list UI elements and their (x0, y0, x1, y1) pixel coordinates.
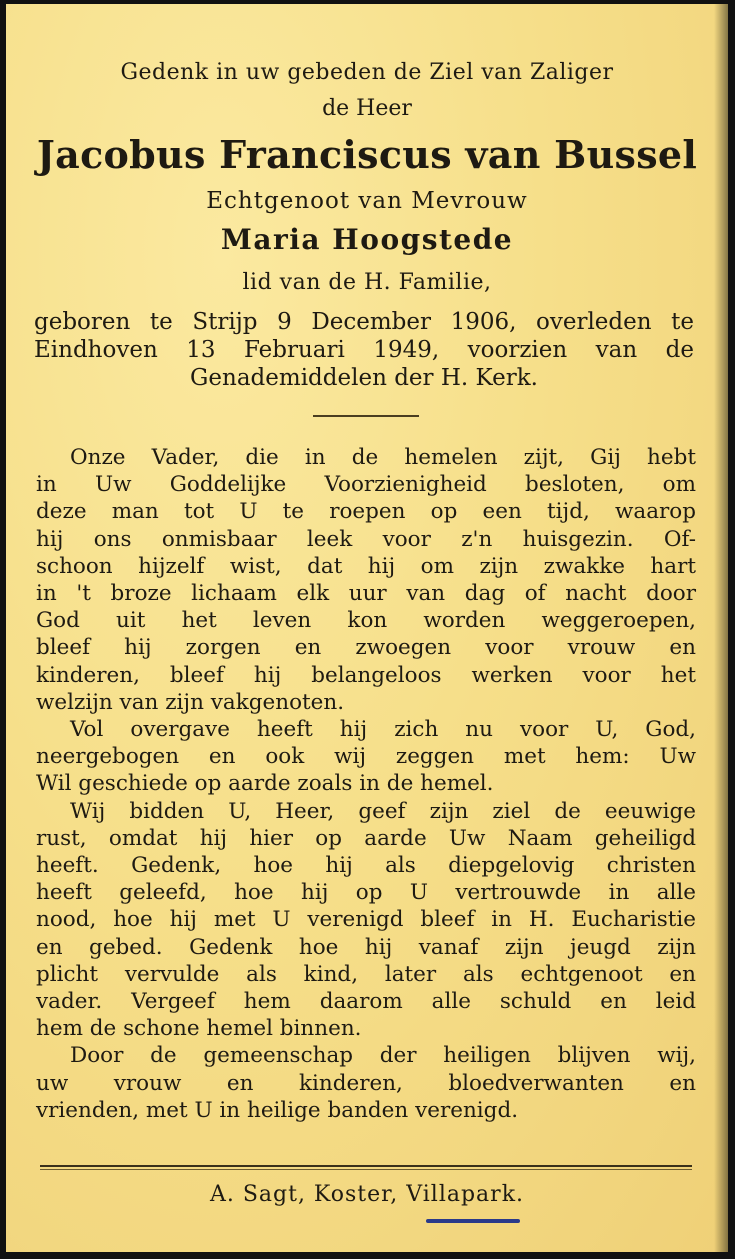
title-line: de Heer (322, 96, 412, 121)
prayer-line: Onze Vader, die in de hemelen zijt, Gij hebt (70, 445, 696, 470)
prayer-line: neergebogen en ook wij zeggen met hem: Uw (36, 744, 696, 770)
birth-death-paragraph (34, 308, 694, 392)
prayer-line: in Uw Goddelijke Voorzienigheid besloten, om (36, 472, 696, 498)
prayer-line: Wil geschiede op aarde zoals in de hemel. (36, 771, 494, 797)
prayer-line: hem de schone hemel binnen. (36, 1016, 362, 1042)
prayer-line: welzijn van zijn vakgenoten. (36, 689, 345, 715)
prayer-line: kinderen, bleef hij belangeloos werken voor het (36, 662, 696, 688)
prayer-line: plicht vervulde als kind, later als echtgenoot en (36, 961, 696, 987)
prayer-line: heeft geleefd, hoe hij op U vertrouwde in alle (36, 880, 696, 906)
prayer-line: hij ons onmisbaar leek voor z'n huisgezin. Of- (36, 526, 696, 552)
spouse-intro: Echtgenoot van Mevrouw (206, 188, 528, 214)
prayer-line: deze man tot U te roepen op een tijd, waarop (36, 499, 696, 525)
prayer-line: in 't broze lichaam elk uur van dag of nacht door (36, 581, 696, 607)
birth-line: geboren te Strijp 9 December 1906, overleden te (34, 309, 694, 335)
prayer-line: vader. Vergeef hem daarom alle schuld en leid (36, 989, 696, 1015)
death-line: Eindhoven 13 Februari 1949, voorzien van de (34, 337, 694, 363)
membership-line: lid van de H. Familie, (242, 270, 492, 295)
prayer-line: God uit het leven kon worden weggeroepen, (36, 608, 696, 634)
footer-divider (40, 1165, 692, 1167)
prayer-line: nood, hoe hij met U verenigd bleef in H. Eucharistie (36, 907, 696, 933)
prayer-line: Vol overgave heeft hij zich nu voor U, God, (70, 717, 696, 743)
prayer-line: schoon hijzelf wist, dat hij om zijn zwakke hart (36, 553, 696, 579)
prayer-line: vrienden, met U in heilige banden verenigd. (36, 1097, 519, 1123)
prayer-line: uw vrouw en kinderen, bloedverwanten en (36, 1070, 696, 1096)
deceased-name: Jacobus Franciscus van Bussel (36, 132, 698, 177)
sacraments-line: Genademiddelen der H. Kerk. (190, 365, 538, 391)
short-divider (313, 415, 419, 417)
prayer-line: rust, omdat hij hier op aarde Uw Naam geheiligd (36, 825, 696, 851)
spouse-name: Maria Hoogstede (220, 223, 514, 256)
memorial-card (6, 4, 728, 1252)
prayer-line: Door de gemeenschap der heiligen blijven wij, (70, 1043, 696, 1069)
prayer-line: en gebed. Gedenk hoe hij vanaf zijn jeugd zijn (36, 934, 696, 960)
printer-credit: A. Sagt, Koster, Villapark. (209, 1182, 525, 1207)
prayer-text (36, 444, 696, 1124)
prayer-line: bleef hij zorgen en zwoegen voor vrouw en (36, 635, 696, 661)
prayer-line: heeft. Gedenk, hoe hij als diepgelovig christen (36, 853, 696, 879)
remembrance-line: Gedenk in uw gebeden de Ziel van Zaliger (120, 60, 614, 85)
prayer-line: Wij bidden U, Heer, geef zijn ziel de eeuwige (70, 798, 696, 824)
footer-divider-secondary (40, 1169, 692, 1170)
blue-ink-mark (426, 1219, 520, 1223)
